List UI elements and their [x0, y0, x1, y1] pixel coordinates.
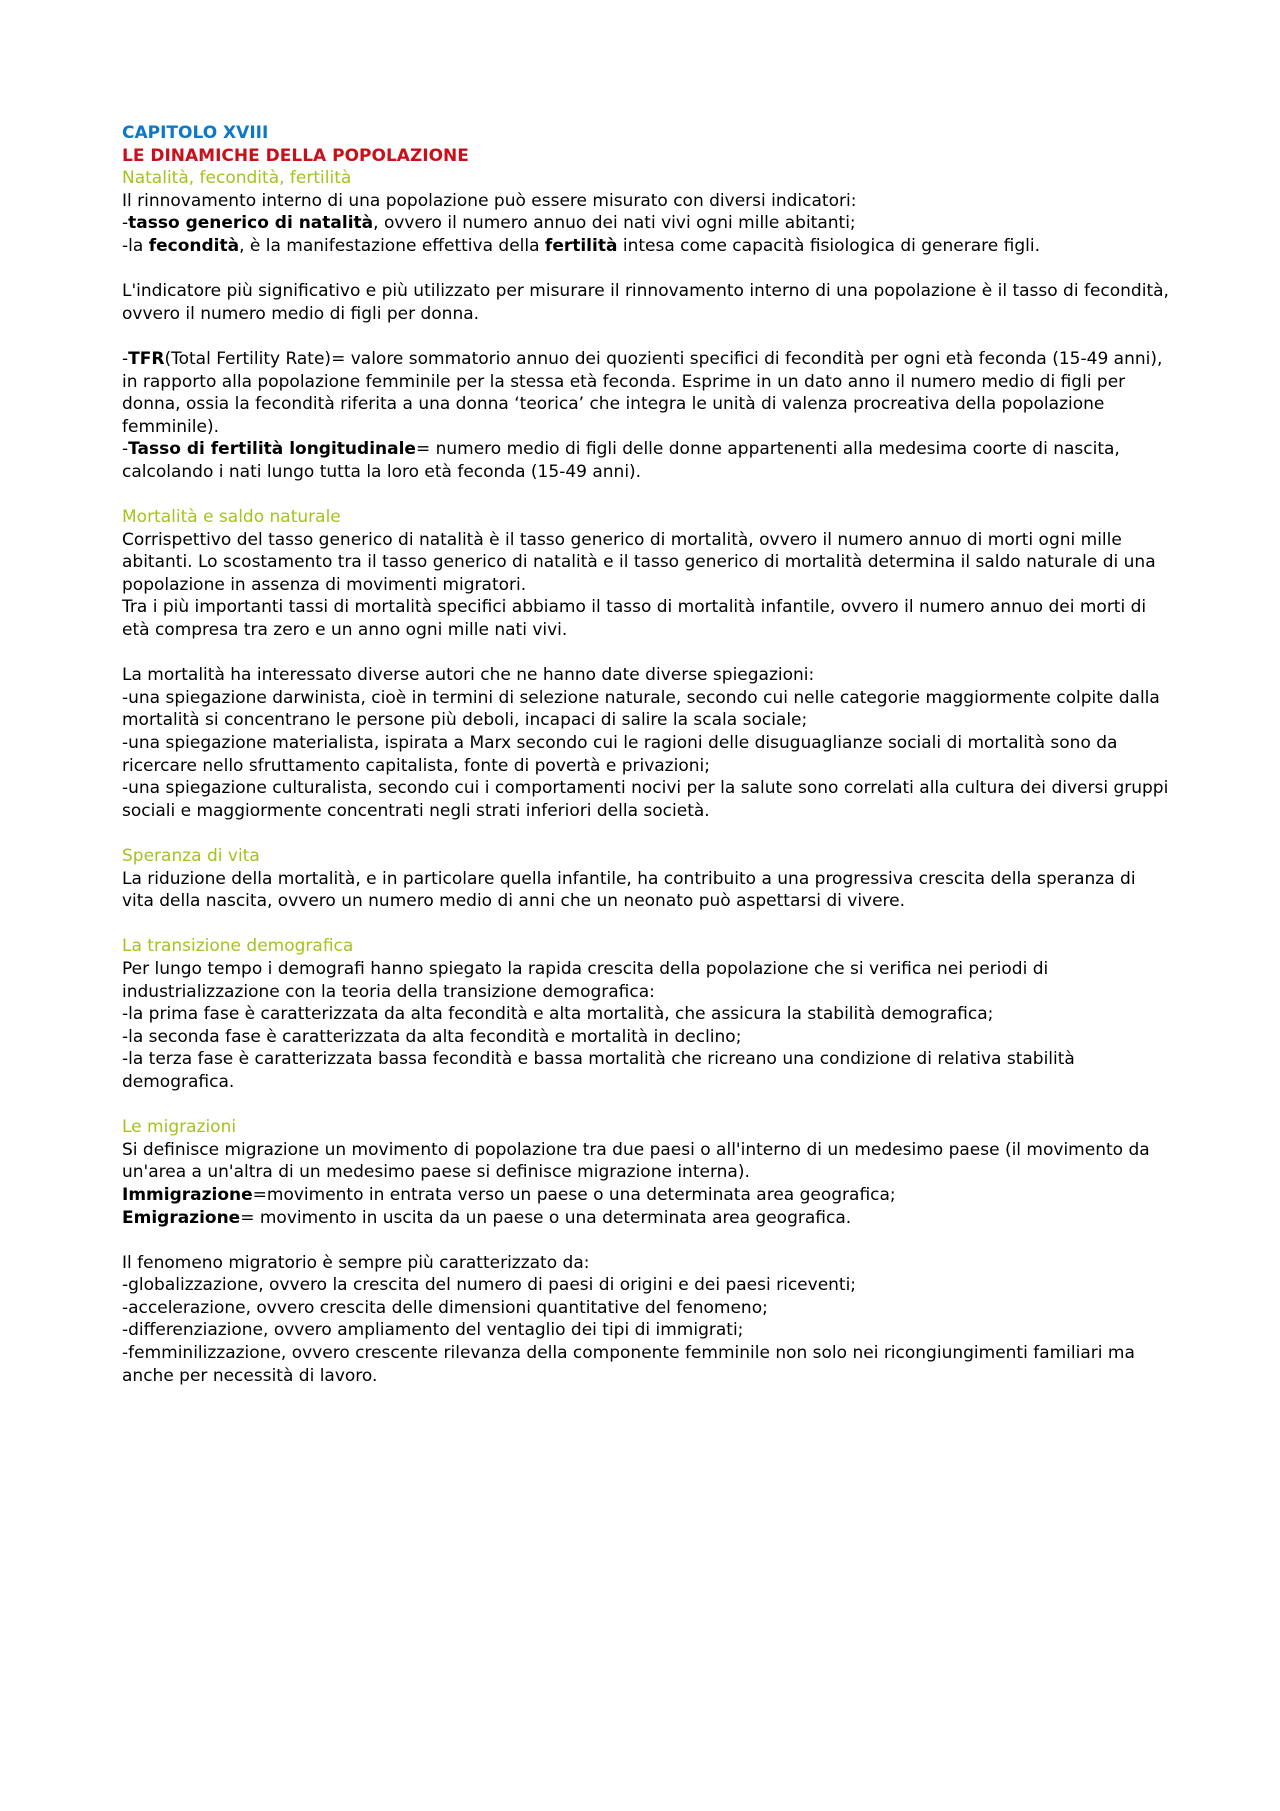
- list-item: -una spiegazione materialista, ispirata a Marx secondo cui le ragioni delle disuguaglianze sociali di mortalità sono da ricercare nello sfruttamento capitalista, fonte di povertà e privazioni;: [122, 733, 1118, 776]
- list-item: -una spiegazione darwinista, cioè in termini di selezione naturale, secondo cui nelle categorie maggiormente colpite dalla mortalità si concentrano le persone più deboli, incapaci di salire la scala sociale;: [122, 687, 1160, 731]
- section-heading-speranza: Speranza di vita: [122, 846, 260, 866]
- list-item: -la terza fase è caratterizzata bassa fecondità e bassa mortalità che ricreano una condizione di relativa stabilità demografica.: [122, 1049, 1075, 1092]
- paragraph: Il fenomeno migratorio è sempre più caratterizzato da:: [122, 1252, 590, 1273]
- definition-immigrazione: Immigrazione=movimento in entrata verso un paese o una determinata area geografica;: [122, 1184, 896, 1205]
- chapter-label: CAPITOLO XVIII: [122, 123, 269, 143]
- definition-longitudinal: -Tasso di fertilità longitudinale= numero medio di figli delle donne appartenenti alla medesima coorte di nascita, calcolando i nati lungo tutta la loro età feconda (15-49 anni).: [122, 439, 1120, 482]
- list-item: -differenziazione, ovvero ampliamento del ventaglio dei tipi di immigrati;: [122, 1320, 744, 1341]
- document-page: [122, 122, 1172, 1387]
- list-item: -accelerazione, ovvero crescita delle dimensioni quantitative del fenomeno;: [122, 1297, 768, 1318]
- paragraph: L'indicatore più significativo e più utilizzato per misurare il rinnovamento interno di una popolazione è il tasso di fecondità, ovvero il numero medio di figli per donna.: [122, 281, 1169, 324]
- section-heading-mortalita: Mortalità e saldo naturale: [122, 507, 341, 528]
- list-item: -tasso generico di natalità, ovvero il numero annuo dei nati vivi ogni mille abitanti;: [122, 213, 856, 234]
- paragraph: La mortalità ha interessato diverse autori che ne hanno date diverse spiegazioni:: [122, 665, 815, 686]
- list-item: -femminilizzazione, ovvero crescente rilevanza della componente femminile non solo nei ricongiungimenti familiari ma anche per necessità di lavoro.: [122, 1343, 1135, 1386]
- paragraph: Tra i più importanti tassi di mortalità specifici abbiamo il tasso di mortalità infantile, ovvero il numero annuo dei morti di età compresa tra zero e un anno ogni mille nati vivi.: [122, 597, 1147, 641]
- list-item: -la seconda fase è caratterizzata da alta fecondità e mortalità in declino;: [122, 1026, 742, 1047]
- paragraph: Per lungo tempo i demografi hanno spiegato la rapida crescita della popolazione che si verifica nei periodi di industrializzazione con la teoria della transizione demografica:: [122, 958, 1049, 1002]
- definition-tfr: -TFR(Total Fertility Rate)= valore sommatorio annuo dei quozienti specifici di fecondità per ogni età feconda (15-49 anni), in rapporto alla popolazione femminile per la stessa età feconda. Esprime in un dato anno il numero medio di figli per donna, ossia la fecondità riferita a una donna ‘teorica’ che integra le unità di valenza procreativa della popolazione femminile).: [122, 348, 1163, 437]
- chapter-title: LE DINAMICHE DELLA POPOLAZIONE: [122, 145, 469, 166]
- paragraph: La riduzione della mortalità, e in particolare quella infantile, ha contribuito a una progressiva crescita della speranza di vita della nascita, ovvero un numero medio di anni che un neonato può aspettarsi di vivere.: [122, 868, 1136, 912]
- section-heading-transizione: La transizione demografica: [122, 936, 354, 957]
- paragraph: Si definisce migrazione un movimento di popolazione tra due paesi o all'interno di un medesimo paese (il movimento da un'area a un'altra di un medesimo paese si definisce migrazione interna).: [122, 1139, 1150, 1183]
- list-item: -una spiegazione culturalista, secondo cui i comportamenti nocivi per la salute sono correlati alla cultura dei diversi gruppi sociali e maggiormente concentrati negli strati inferiori della società.: [122, 778, 1169, 821]
- list-item: -la prima fase è caratterizzata da alta fecondità e alta mortalità, che assicura la stabilità demografica;: [122, 1004, 994, 1025]
- definition-emigrazione: Emigrazione= movimento in uscita da un paese o una determinata area geografica.: [122, 1207, 852, 1228]
- list-item: -la fecondità, è la manifestazione effettiva della fertilità intesa come capacità fisiologica di generare figli.: [122, 235, 1040, 256]
- paragraph: Corrispettivo del tasso generico di natalità è il tasso generico di mortalità, ovvero il numero annuo di morti ogni mille abitanti. Lo scostamento tra il tasso generico di natalità e il tasso generico di mortalità determina il saldo naturale di una popolazione in assenza di movimenti migratori.: [122, 529, 1156, 595]
- section-heading-migrazioni: Le migrazioni: [122, 1117, 237, 1138]
- list-item: -globalizzazione, ovvero la crescita del numero di paesi di origini e dei paesi riceventi;: [122, 1275, 857, 1296]
- section-heading-natalita: Natalità, fecondità, fertilità: [122, 168, 352, 189]
- paragraph: Il rinnovamento interno di una popolazione può essere misurato con diversi indicatori:: [122, 190, 857, 211]
